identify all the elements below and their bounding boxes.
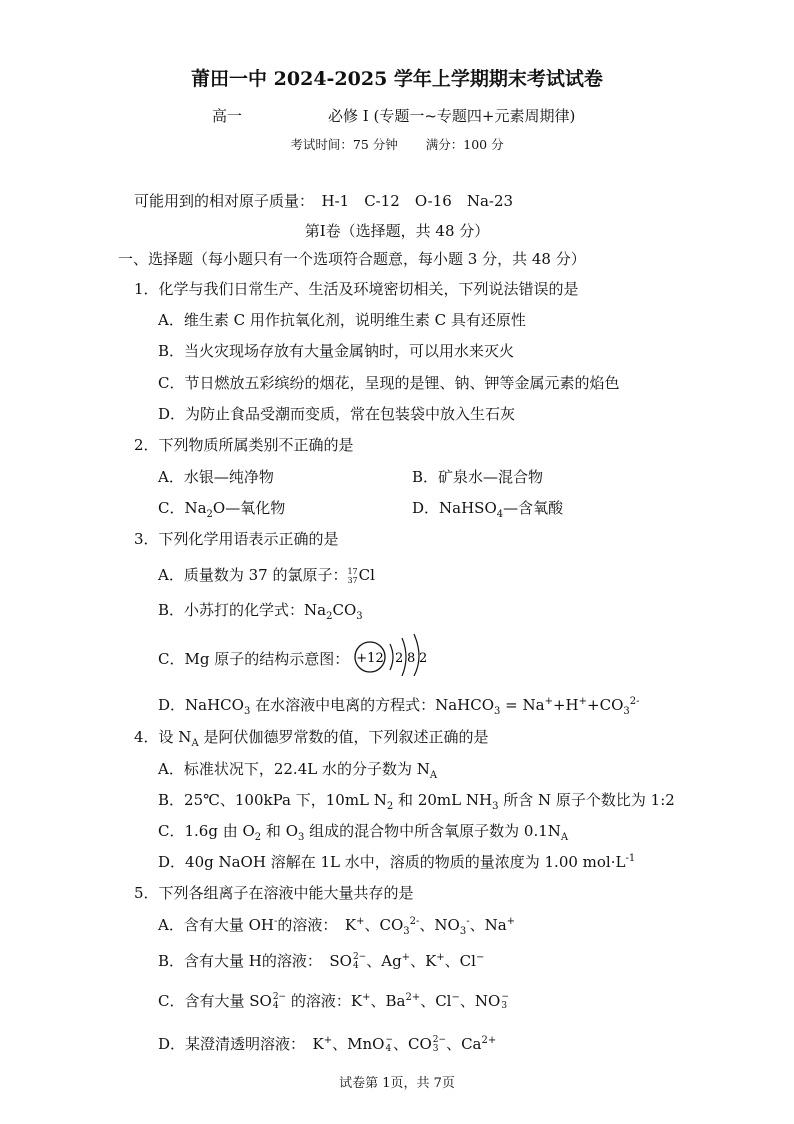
- atomic-masses: 可能用到的相对原子质量： H-1 C-12 O-16 Na-23: [134, 192, 514, 210]
- full-score: 满分：100 分: [425, 137, 504, 152]
- q1-option-a: A．维生素 C 用作抗氧化剂，说明维生素 C 具有还原性: [158, 311, 526, 329]
- q2-option-a: A．水银—纯净物: [158, 468, 274, 486]
- question-2-stem: 2．下列物质所属类别不正确的是: [134, 436, 354, 454]
- q5-option-c: C．含有大量 SO2− 4 的溶液：K+、$Ba^{2+}$、Cl−、NO− 3: [158, 992, 509, 1011]
- q3-option-d: D．NaHCO$_3$ 在水溶液中电离的方程式：NaHCO$_3$ = $Na^++H^++CO_3^{2-}$: [158, 696, 640, 717]
- course-label: 必修 I (专题一~专题四+元素周期律): [328, 107, 576, 125]
- q3-option-c: C．Mg 原子的结构示意图：: [158, 650, 350, 668]
- permanganate-charge: − 4: [385, 1035, 393, 1054]
- sulfate-charge: 2− 4: [272, 992, 287, 1011]
- q1-option-d: D．为防止食品受潮而变质，常在包装袋中放入生石灰: [158, 405, 516, 423]
- q2-option-b: B．矿泉水—混合物: [412, 468, 544, 486]
- question-1-stem: 1．化学与我们日常生产、生活及环境密切相关，下列说法错误的是: [134, 280, 579, 298]
- nitrate-charge: − 3: [501, 992, 509, 1011]
- q2-option-c: C．$Na_2O—$氧化物: [158, 499, 286, 520]
- q5-option-b: B．含有大量 H的溶液： SO2− 4 、Ag+、K+、Cl−: [158, 952, 485, 971]
- q4-option-a: A．标准状况下，22.4L 水的分子数为 $N_A$: [158, 760, 438, 781]
- question-3-stem: 3．下列化学用语表示正确的是: [134, 530, 339, 548]
- carbonate-charge: 2− 3: [432, 1035, 447, 1054]
- q1-option-b: B．当火灾现场存放有大量金属钠时，可以用水来灭火: [158, 342, 515, 360]
- sulfate-charge: 2− 4: [352, 952, 367, 971]
- page-footer: 试卷第 1页，共 7页: [339, 1076, 455, 1091]
- q4-option-d: D．40g NaOH 溶解在 1L 水中，溶质的物质的量浓度为 1.00 $mol\cdot L^{-1}$: [158, 853, 636, 871]
- grade-label: 高一: [212, 107, 243, 125]
- mg-atom-structure-diagram: [354, 630, 434, 676]
- shell-3-electrons: 2: [419, 651, 428, 666]
- nucleus-charge: +12: [356, 651, 384, 666]
- q4-option-c: C．1.6g 由 $O_2$ 和 $O_3$ 组成的混合物中所含氧原子数为 $0.1N_A$: [158, 822, 569, 843]
- q5-option-a: A．含有大量 OH-的溶液： K+、$CO_3^{2-}$、$NO_3^-$、Na+: [158, 916, 516, 937]
- q3-option-a: A．质量数为 37 的氯原子：17 37Cl: [158, 566, 375, 585]
- question-4-stem: 4．设 $N_A$ 是阿伏伽德罗常数的值，下列叙述正确的是: [134, 728, 489, 749]
- q1-option-c: C．节日燃放五彩缤纷的烟花，呈现的是锂、钠、钾等金属元素的焰色: [158, 374, 620, 392]
- exam-time: 考试时间：75 分钟: [290, 137, 398, 152]
- shell-2-electrons: 8: [407, 651, 416, 666]
- shell-arc-1: [390, 644, 393, 670]
- exam-info: [0, 135, 794, 153]
- section-title: 一、选择题（每小题只有一个选项符合题意，每小题 3 分，共 48 分）: [118, 250, 586, 268]
- part-title: 第Ⅰ卷（选择题，共 48 分）: [304, 222, 490, 240]
- question-5-stem: 5．下列各组离子在溶液中能大量共存的是: [134, 884, 414, 902]
- q5-option-d: D．某澄清透明溶液： K+、MnO− 4 、CO2− 3 、$Ca^{2+}$: [158, 1035, 497, 1054]
- q2-option-d: D．NaHSO$_4$—含氧酸: [412, 499, 564, 520]
- chlorine-nuclide-numbers: 17 37: [347, 567, 358, 585]
- q3-option-b: B．小苏打的化学式：$Na_2CO_3$: [158, 601, 363, 622]
- exam-title: 莆田一中 2024-2025 学年上学期期末考试试卷: [191, 68, 603, 90]
- shell-1-electrons: 2: [395, 651, 404, 666]
- q4-option-b: B．25℃、100kPa 下，10mL $N_2$ 和 20mL $NH_3$ 所含 N 原子个数比为 1:2: [158, 791, 675, 812]
